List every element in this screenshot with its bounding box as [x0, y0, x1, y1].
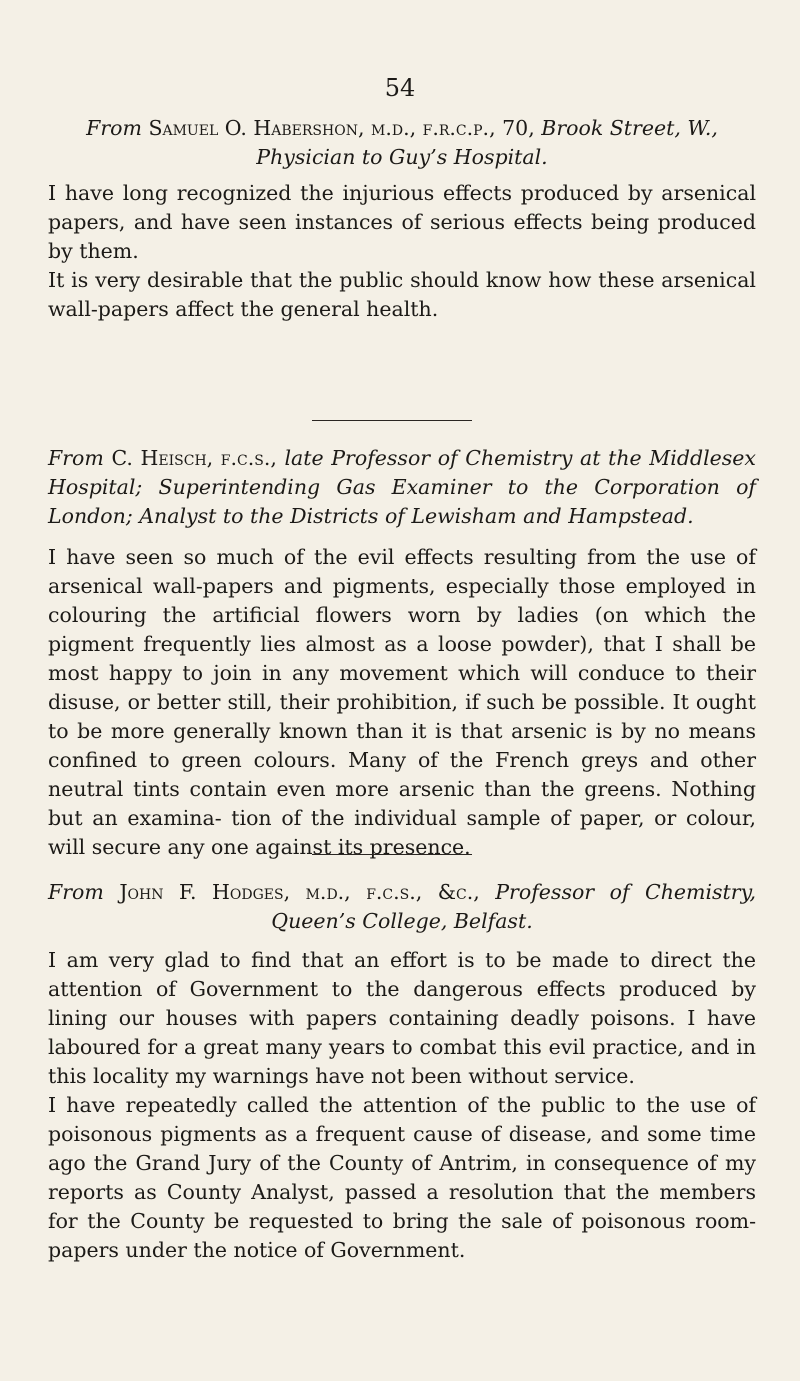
from-word: From — [48, 446, 104, 470]
letter-body — [48, 543, 756, 862]
letter-habershon — [48, 114, 756, 324]
paragraph: I have seen so much of the evil effects resulting from the use of arsenical wall-papers and pigments, especially those employed in colouring the artificial flowers worn by ladies (on which the pigment frequently lies almost as a loose powder), that I shall be most happy to join in any movement which will conduce to their disuse, or better still, their prohibition, if such be possible. It ought to be more generally known than it is that arsenic is by no means confined to green colours. Many of the French greys and other neutral tints contain even more arsenic than the greens. Nothing but an examina- tion of the individual sample of paper, or colour, will secure any one against its presence. — [48, 545, 756, 859]
author-name: Samuel O. Habershon, m.d., f.r.c.p., — [148, 116, 496, 140]
section-divider — [312, 854, 472, 855]
letter-hodges — [48, 878, 756, 1265]
letter-heading — [48, 114, 756, 172]
author-title: Physician to Guy’s Hospital. — [256, 145, 548, 169]
paragraph: I have repeatedly called the attention of the public to the use of poisonous pigments as a frequent cause of disease, and some time ago the Grand Jury of the County of Antrim, in consequence of my reports as County Analyst, passed a resolution that the members for the County be requested to bring the sale of poisonous room-papers under the notice of Government. — [48, 1093, 756, 1262]
letter-heisch — [48, 444, 756, 862]
paragraph: I am very glad to find that an effort is to be made to direct the attention of Government to the dangerous effects produced by lining our houses with papers containing deadly poisons. I have laboured for a great many years to combat this evil practice, and in this locality my warnings have not been without service. — [48, 948, 756, 1088]
author-address-number: 70, — [502, 116, 535, 140]
letter-body — [48, 946, 756, 1265]
paragraph: It is very desirable that the public should know how these arsenical wall-papers affect the general health. — [48, 268, 756, 321]
paragraph: I have long recognized the injurious effects produced by arsenical papers, and have seen instances of serious effects being produced by them. — [48, 181, 756, 263]
from-word: From — [86, 116, 142, 140]
letter-heading — [48, 444, 756, 531]
from-word: From — [48, 880, 104, 904]
author-title: late Professor of Chemistry at the Middlesex Hospital; Superintending Gas Examiner to the Corporation of London; Analyst to the Districts of Lewisham and Hampstead. — [48, 446, 756, 528]
page-number: 54 — [384, 74, 416, 102]
author-address: Brook Street, W., — [541, 116, 718, 140]
author-name: John F. Hodges, m.d., f.c.s., &c., — [119, 880, 480, 904]
author-title: Professor of Chemistry, Queen’s College, Belfast. — [271, 880, 756, 933]
letter-body — [48, 179, 756, 324]
letter-heading — [48, 878, 756, 936]
section-divider — [312, 420, 472, 421]
author-name: C. Heisch, f.c.s., — [111, 446, 277, 470]
